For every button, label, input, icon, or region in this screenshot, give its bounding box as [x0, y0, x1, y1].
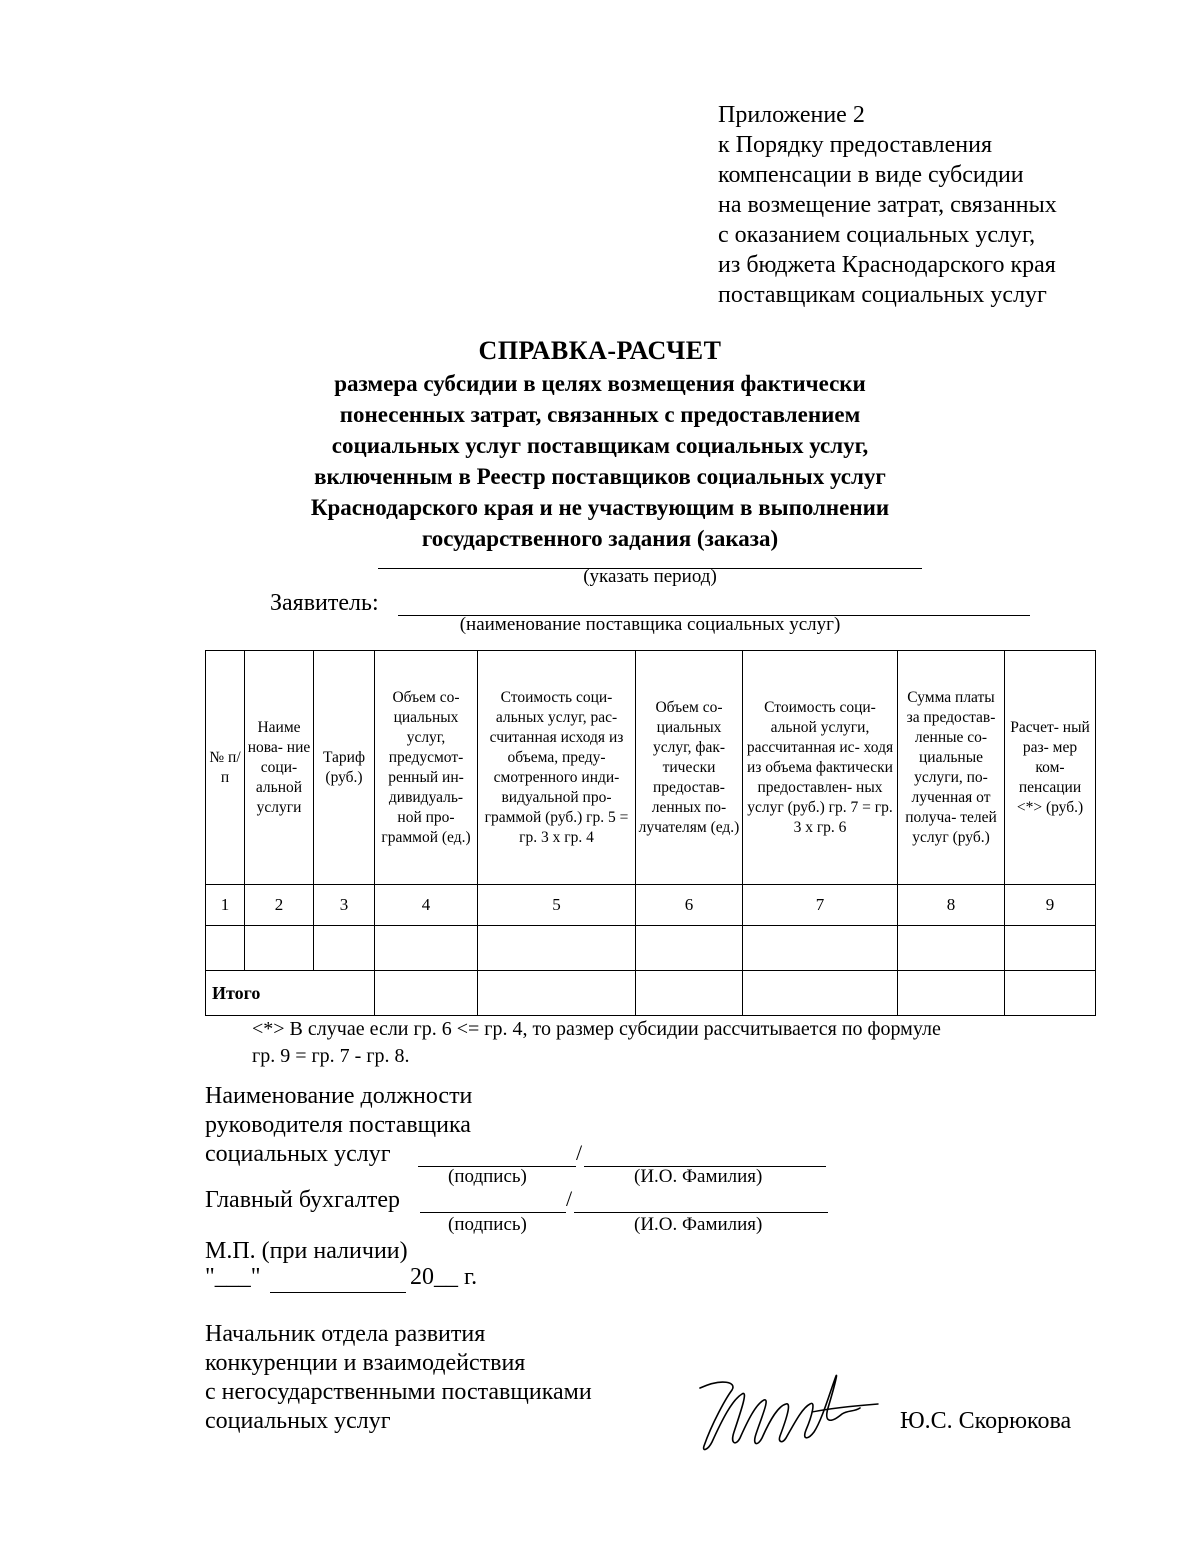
head-name: Ю.С. Скорюкова — [900, 1408, 1072, 1434]
table-cell[interactable] — [375, 971, 478, 1016]
column-header: № п/п — [206, 651, 245, 885]
column-number: 9 — [1005, 885, 1096, 926]
appendix-line: Приложение 2 — [718, 102, 865, 128]
column-number-row — [206, 885, 1096, 926]
table-header-row — [206, 651, 1096, 885]
column-header: Сумма платы за предостав- ленные со- циальные услуги, по- лученная от получа- телей услуг (руб.) — [898, 651, 1005, 885]
date-month-field[interactable] — [270, 1292, 406, 1293]
column-header: Стоимость соци- альной услуги, рассчитанная ис- ходя из объема фактически предоставлен- ных услуг (руб.) гр. 7 = гр. 3 х гр. 6 — [743, 651, 898, 885]
table-cell[interactable] — [478, 926, 636, 971]
column-header: Расчет- ный раз- мер ком- пенсации <*> (руб.) — [1005, 651, 1096, 885]
head-position-line: Начальник отдела развития — [205, 1321, 486, 1347]
appendix-line: на возмещение затрат, связанных — [718, 192, 1057, 218]
head-position-line: социальных услуг — [205, 1408, 391, 1434]
table-cell[interactable] — [314, 926, 375, 971]
footnote — [252, 1016, 941, 1070]
appendix-line: поставщикам социальных услуг — [718, 282, 1047, 308]
document-subtitle — [0, 368, 1200, 554]
column-header: Стоимость соци- альных услуг, рас- считанная исходя из объема, преду- смотренного инди- видуальной про- граммой (руб.) гр. 5 = гр. 3 х гр. 4 — [478, 651, 636, 885]
table-cell[interactable] — [898, 971, 1005, 1016]
table-cell[interactable] — [245, 926, 314, 971]
column-number: 5 — [478, 885, 636, 926]
period-hint: (указать период) — [583, 566, 717, 587]
calculation-table — [205, 650, 1096, 1016]
column-number: 4 — [375, 885, 478, 926]
accountant-label: Главный бухгалтер — [205, 1187, 400, 1213]
table-cell[interactable] — [206, 926, 245, 971]
footnote-line: гр. 9 = гр. 7 - гр. 8. — [252, 1045, 410, 1067]
table-row — [206, 926, 1096, 971]
appendix-line: из бюджета Краснодарского края — [718, 252, 1056, 278]
table-cell[interactable] — [375, 926, 478, 971]
applicant-hint: (наименование поставщика социальных услуг) — [459, 614, 841, 635]
subtitle-line: включенным в Реестр поставщиков социальных услуг — [314, 464, 886, 489]
appendix-line: компенсации в виде субсидии — [718, 162, 1024, 188]
subtitle-line: социальных услуг поставщикам социальных услуг, — [331, 433, 869, 458]
name-hint: (И.О. Фамилия) — [634, 1214, 763, 1235]
appendix-line: с оказанием социальных услуг, — [718, 222, 1036, 248]
position-title — [205, 1082, 472, 1169]
table-cell[interactable] — [898, 926, 1005, 971]
table-cell[interactable] — [743, 971, 898, 1016]
separator-slash: / — [566, 1186, 573, 1211]
column-header: Тариф (руб.) — [314, 651, 375, 885]
appendix-line: к Порядку предоставления — [718, 132, 993, 158]
document-title: СПРАВКА-РАСЧЕТ — [478, 336, 722, 365]
subtitle-line: размера субсидии в целях возмещения фактически — [334, 371, 866, 396]
date-day: "___" — [205, 1264, 261, 1290]
separator-slash: / — [576, 1140, 583, 1165]
table-cell[interactable] — [636, 926, 743, 971]
column-header: Объем со- циальных услуг, фак- тически предостав- ленных по- лучателям (ед.) — [636, 651, 743, 885]
head-position-line: с негосударственными поставщиками — [205, 1379, 592, 1405]
column-number: 1 — [206, 885, 245, 926]
table-cell[interactable] — [636, 971, 743, 1016]
applicant-label: Заявитель: — [270, 590, 379, 616]
accountant-name-field[interactable] — [574, 1212, 828, 1213]
accountant-signature-field[interactable] — [420, 1212, 566, 1213]
handwritten-signature — [682, 1368, 882, 1458]
column-number: 6 — [636, 885, 743, 926]
footnote-line: <*> В случае если гр. 6 <= гр. 4, то размер субсидии рассчитывается по формуле — [252, 1018, 941, 1040]
total-label: Итого — [206, 971, 375, 1016]
column-number: 8 — [898, 885, 1005, 926]
table-cell[interactable] — [743, 926, 898, 971]
total-row — [206, 971, 1096, 1016]
appendix-block — [718, 100, 1057, 310]
column-number: 2 — [245, 885, 314, 926]
column-header: Объем со- циальных услуг, предусмот- ренный ин- дивидуаль- ной про- граммой (ед.) — [375, 651, 478, 885]
subtitle-line: Краснодарского края и не участвующим в выполнении — [310, 495, 890, 520]
column-number: 3 — [314, 885, 375, 926]
stamp-place: М.П. (при наличии) — [205, 1238, 408, 1264]
signature-hint: (подпись) — [448, 1214, 527, 1235]
head-position — [205, 1320, 592, 1436]
column-header: Наиме нова- ние соци- альной услуги — [245, 651, 314, 885]
position-line: руководителя поставщика — [205, 1112, 471, 1138]
signature-hint: (подпись) — [448, 1166, 527, 1187]
subtitle-line: понесенных затрат, связанных с предоставлением — [339, 402, 861, 427]
position-line: Наименование должности — [205, 1083, 473, 1109]
date-year: 20__ г. — [410, 1264, 478, 1290]
head-position-line: конкуренции и взаимодействия — [205, 1350, 526, 1376]
name-hint: (И.О. Фамилия) — [634, 1166, 763, 1187]
column-number: 7 — [743, 885, 898, 926]
table-cell[interactable] — [1005, 926, 1096, 971]
table-cell[interactable] — [478, 971, 636, 1016]
position-line: социальных услуг — [205, 1141, 391, 1167]
subtitle-line: государственного задания (заказа) — [421, 526, 779, 551]
table-cell[interactable] — [1005, 971, 1096, 1016]
